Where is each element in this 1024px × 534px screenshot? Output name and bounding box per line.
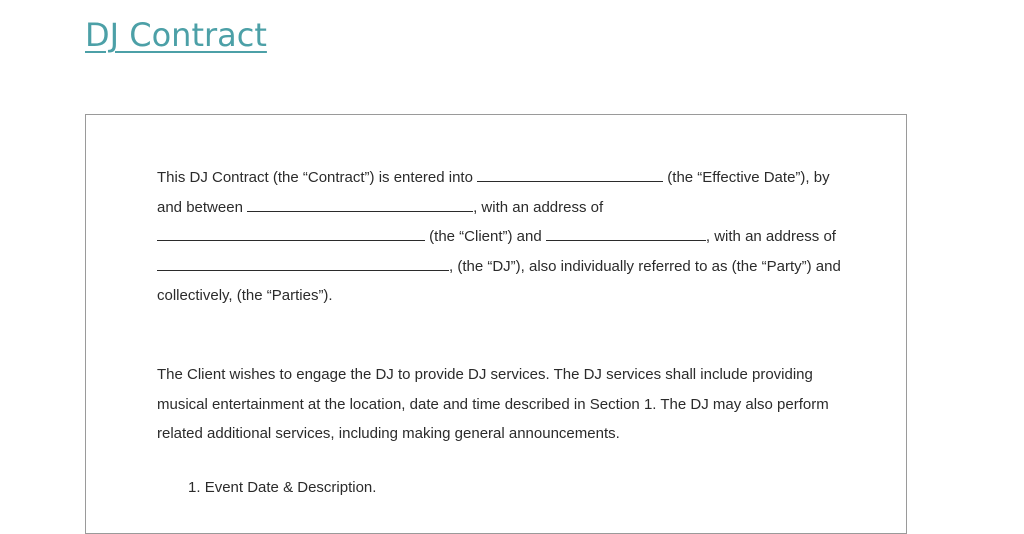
dj-address-blank (157, 256, 449, 271)
purpose-paragraph: The Client wishes to engage the DJ to provide DJ services. The DJ services shall include providing musical entertainment at the location, date and time described in Section 1. The DJ may also perform related additional services, including making general announcements. (157, 366, 829, 442)
client-name-blank (247, 197, 473, 212)
intro-text-3: , with an address of (473, 198, 604, 216)
client-address-blank (157, 226, 425, 241)
dj-name-blank (546, 226, 706, 241)
section-list (188, 473, 376, 502)
section-item (188, 473, 376, 502)
section-number: 1. (188, 479, 201, 496)
intro-paragraph (157, 163, 857, 311)
intro-text-4: (the “Client”) and (425, 228, 546, 245)
section-title: Event Date & Description. (204, 479, 377, 496)
contract-document (85, 114, 907, 534)
intro-text-1: This DJ Contract (the “Contract”) is entered into (157, 169, 473, 186)
intro-text-5: , with an address of (705, 228, 836, 245)
intro-text-6: , (the “DJ”), also individually referred to as (the “Party”) and collectively, (the “Parties”). (157, 257, 841, 304)
intro-text-2: (the “Effective Date”), by and between (157, 169, 830, 216)
effective-date-blank (477, 167, 663, 182)
page-title[interactable]: DJ Contract (85, 16, 267, 54)
